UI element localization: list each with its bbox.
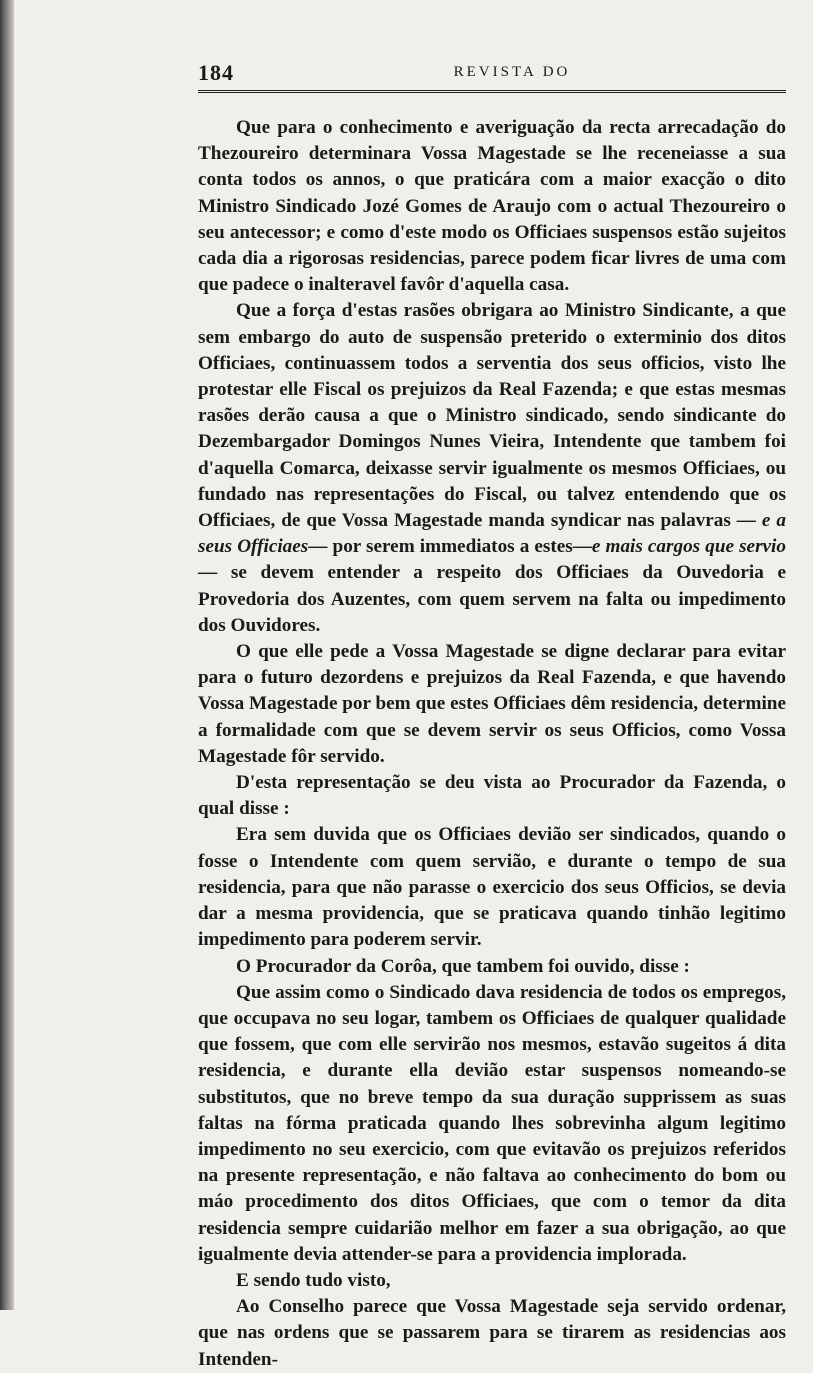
paragraph: D'esta representação se deu vista ao Procurador da Fazenda, o qual disse : xyxy=(198,772,786,820)
paragraph: O Procurador da Corôa, que tambem foi ouvido, disse : xyxy=(236,955,690,977)
paragraph: Era sem duvida que os Officiaes devião ser sindicados, quando o fosse o Intendente com quem servião, e durante o tempo de sua residencia, para que não parasse o exercicio dos seus Officios, se devia dar a mesma providencia, que se praticava quando tinhão legitimo impedimento para poderem servir. xyxy=(198,824,786,951)
emphasis: e a seus Officiaes xyxy=(198,510,786,558)
paragraph: Que para o conhecimento e averiguação da recta arrecadação do Thezoureiro determinara Vossa Magestade se lhe receneiasse a sua conta todos os annos, o que praticára com a maior exacção o dito Ministro Sindicado Jozé Gomes de Araujo com o actual Thezoureiro o seu antecessor; e como d'este modo os Officiaes suspensos estão sujeitos cada dia a rigorosas residencias, parece podem ficar livres de uma com que padece o inalteravel favôr d'aquella casa. xyxy=(198,117,786,296)
header-rule xyxy=(198,90,786,93)
emphasis: e mais cargos que servio xyxy=(591,536,786,558)
running-head xyxy=(198,56,786,90)
binding-edge xyxy=(0,0,14,1310)
paragraph: Que a força d'estas rasões obrigara ao Ministro Sindicante, a que sem embargo do auto de suspensão preterido o exterminio dos ditos Officiaes, continuassem todos a serventia dos seus officios, visto lhe protestar elle Fiscal os prejuizos da Real Fazenda; e que estas mesmas rasões derão causa a que o Ministro sindicado, sendo sindicante do Dezembargador Domingos Nunes Vieira, Intendente que tambem foi d'aquella Comarca, deixasse servir igualmente os mesmos Officiaes, ou fundado nas representações do Fiscal, ou talvez entendendo que os Officiaes, de que Vossa Magestade manda syndicar nas palavras — e a seus Officiaes— por serem immediatos a estes—e mais cargos que servio— se devem entender a respeito dos Officiaes da Ouvedoria e Provedoria dos Auzentes, com quem servem na falta ou impedimento dos Ouvidores. xyxy=(198,300,786,636)
body-text xyxy=(198,115,786,1373)
page xyxy=(198,56,786,1373)
running-title: REVISTA DO xyxy=(453,64,571,80)
paragraph: E sendo tudo visto, xyxy=(236,1269,391,1291)
paragraph: Que assim como o Sindicado dava residencia de todos os empregos, que occupava no seu logar, tambem os Officiaes de qualquer qualidade que fossem, que com elle servirão nos mesmos, estavão sugeitos á dita residencia, e durante ella devião estar suspensos nomeando-se substitutos, que no breve tempo da sua duração supprissem as suas faltas na fórma praticada quando lhes sobrevinha algum legitimo impedimento no seu exercicio, com que evitavão os prejuizos referidos na presente representação, e não faltava ao conhecimento do bom ou máo procedimento dos ditos Officiaes, que com o temor da dita residencia sempre cuidarião melhor em fazer a sua obrigação, ao que igualmente devia attender-se para a providencia implorada. xyxy=(198,981,786,1265)
paragraph: O que elle pede a Vossa Magestade se digne declarar para evitar para o futuro dezordens e prejuizos da Real Fazenda, e que havendo Vossa Magestade por bem que estes Officiaes dêm residencia, determine a formalidade com que se devem servir os seus Officios, como Vossa Magestade fôr servido. xyxy=(198,641,786,767)
paragraph: Ao Conselho parece que Vossa Magestade seja servido ordenar, que nas ordens que se passarem para se tirarem as residencias aos Intenden- xyxy=(198,1296,786,1370)
page-number: 184 xyxy=(198,60,234,85)
